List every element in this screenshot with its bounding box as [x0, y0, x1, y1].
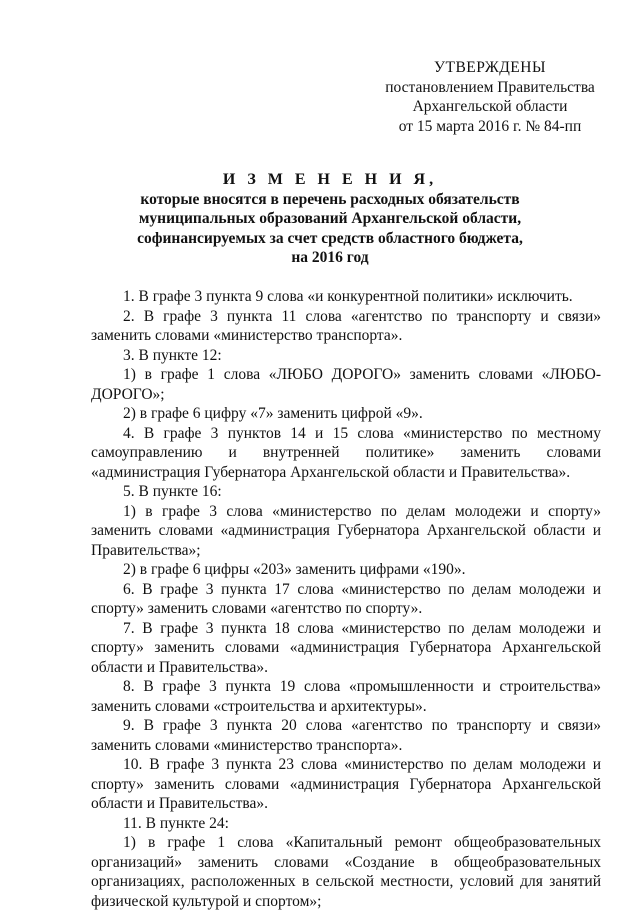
paragraph: 2) в графе 6 цифру «7» заменить цифрой «9».: [123, 405, 423, 422]
paragraph: 9. В графе 3 пункта 20 слова «агентство по транспорту и связи» заменить словами «министерство транспорта».: [91, 717, 601, 754]
paragraph: 8. В графе 3 пункта 19 слова «промышленности и строительства» заменить словами «строительства и архитектуры».: [91, 678, 601, 715]
approval-date-number: от 15 марта 2016 г. № 84-пп: [398, 117, 582, 135]
paragraph: 5. В пункте 16:: [123, 483, 222, 500]
paragraph: 10. В графе 3 пункта 23 слова «министерство по делам молодежи и спорту» заменить словами «администрация Губернатора Архангельской области и Правительства».: [91, 756, 601, 812]
paragraph: 2) в графе 6 цифры «203» заменить цифрами «190».: [123, 561, 466, 578]
paragraph: 1) в графе 1 слова «ЛЮБО ДОРОГО» заменить словами «ЛЮБО-ДОРОГО»;: [91, 366, 601, 403]
document-heading: [60, 170, 600, 268]
approval-region: Архангельской области: [412, 98, 568, 115]
document-subtitle-line-4: на 2016 год: [291, 249, 369, 266]
document-subtitle-line-2: муниципальных образований Архангельской области,: [138, 210, 522, 227]
paragraph: 7. В графе 3 пункта 18 слова «министерство по делам молодежи и спорту» заменить словами «администрация Губернатора Архангельской области и Правительства».: [91, 619, 601, 676]
paragraph: 2. В графе 3 пункта 11 слова «агентство по транспорту и связи» заменить словами «министерство транспорта».: [91, 307, 601, 344]
paragraph: 6. В графе 3 пункта 17 слова «министерство по делам молодежи и спорту» заменить словами «агентство по спорту».: [91, 580, 601, 617]
document-subtitle-line-1: которые вносятся в перечень расходных обязательств: [140, 190, 520, 208]
approval-issuer: постановлением Правительства: [385, 78, 595, 96]
approval-stamp: [360, 58, 620, 136]
document-subtitle-line-3: софинансируемых за счет средств областного бюджета,: [137, 229, 523, 247]
paragraph: 1) в графе 3 слова «министерство по делам молодежи и спорту» заменить словами «администрация Губернатора Архангельской области и Правительства»;: [91, 502, 601, 559]
document-body: [91, 287, 601, 911]
paragraph: 1) в графе 1 слова «Капитальный ремонт общеобразовательных организаций» заменить словами «Создание в общеобразовательных организациях, расположенных в сельской местности, условий для занятий физической культурой и спортом»;: [91, 834, 601, 910]
paragraph: 3. В пункте 12:: [123, 346, 222, 364]
paragraph: 4. В графе 3 пунктов 14 и 15 слова «министерство по местному самоуправлению и внутренней политике» заменить словами «администрация Губернатора Архангельской области и Правительства».: [91, 424, 601, 481]
paragraph: 1. В графе 3 пункта 9 слова «и конкурентной политики» исключить.: [123, 288, 573, 305]
paragraph: 11. В пункте 24:: [123, 814, 229, 832]
approval-title: УТВЕРЖДЕНЫ: [434, 59, 546, 76]
document-title: И З М Е Н Е Н И Я,: [222, 171, 438, 188]
